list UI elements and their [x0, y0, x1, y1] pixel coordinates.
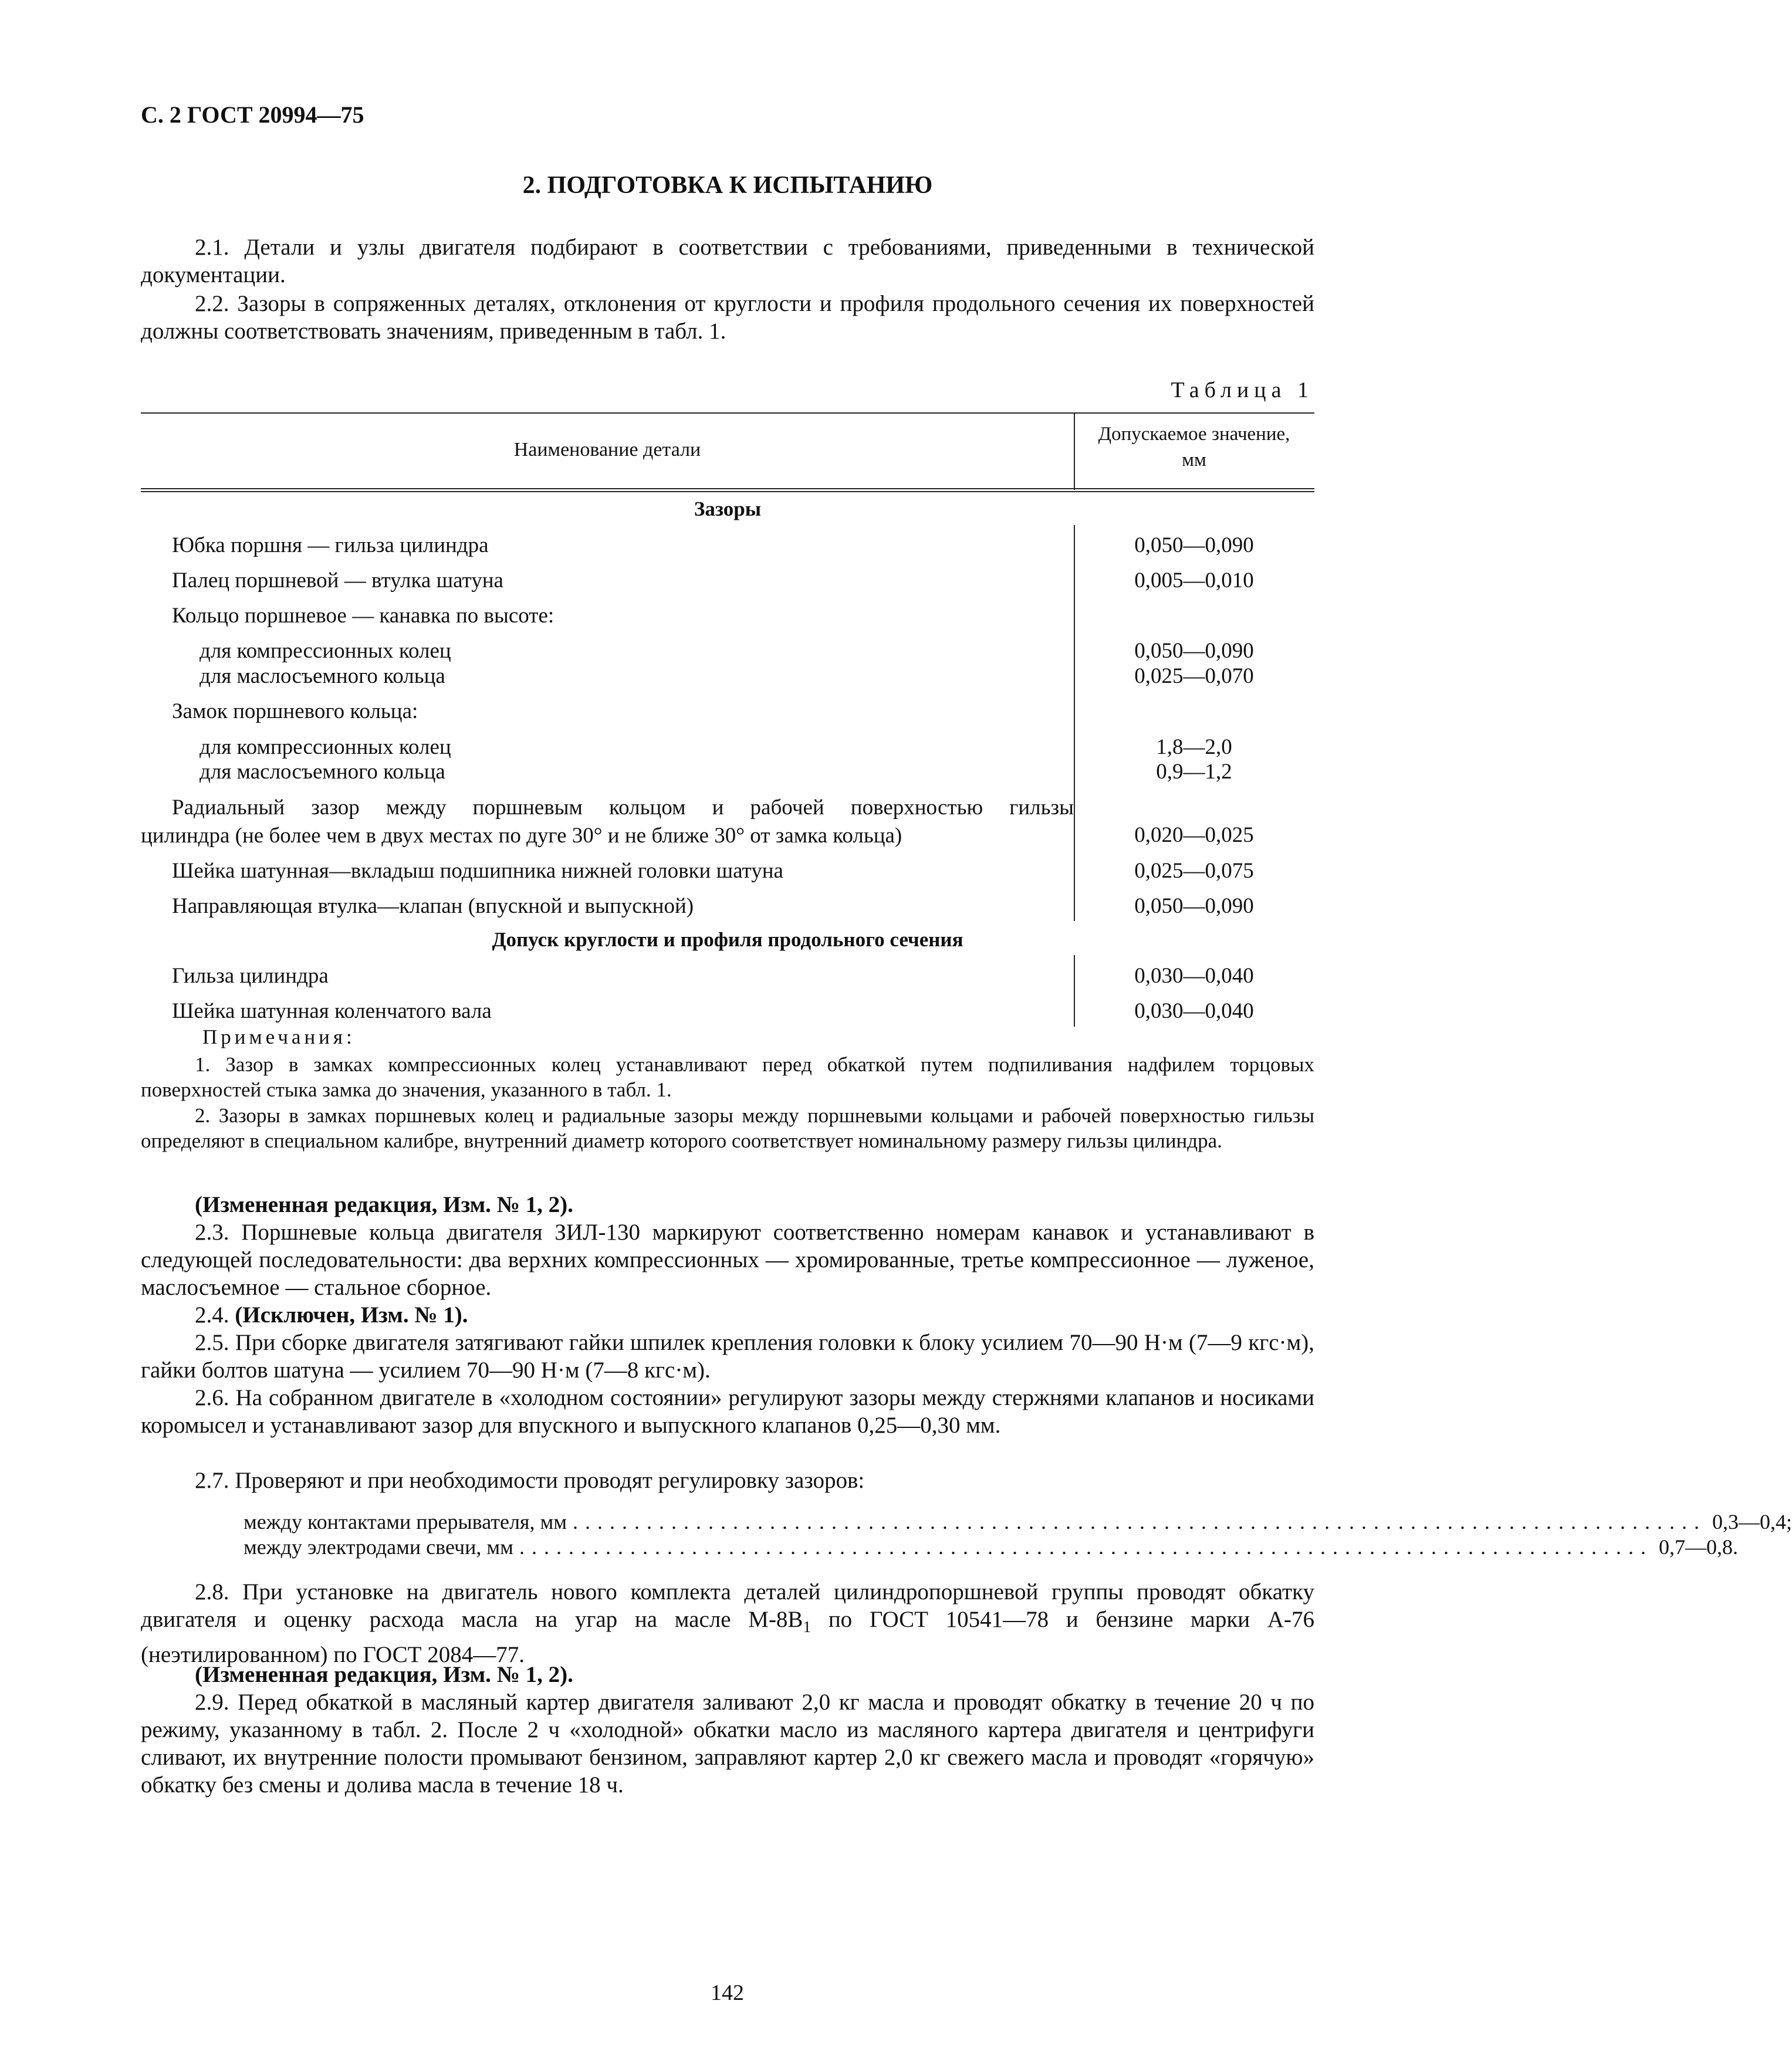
table-row-value: 0,005—0,010 [1134, 568, 1254, 593]
gap-label: между контактами прерывателя, мм [244, 1510, 567, 1534]
page-number: 142 [711, 1981, 744, 2005]
table-row-value: 0,050—0,090 [1134, 639, 1254, 663]
paragraph-2-8-text-a: 2.8. При установке на двигатель нового комплекта деталей цилиндропоршневой группы проводят обкатку двигателя и оценку расхода масла на угар на масле М-8В [141, 1579, 1314, 1632]
running-head: С. 2 ГОСТ 20994—75 [141, 101, 364, 128]
table-row-name: Шейка шатунная—вкладыш подшипника нижней головки шатуна [172, 859, 783, 883]
table-row-name-line2: цилиндра (не более чем в двух местах по дуге 30° и не ближе 30° от замка кольца) [141, 824, 902, 848]
table-row-name-line1: Радиальный зазор между поршневым кольцом и рабочей поверхностью гильзы [172, 796, 1074, 820]
gap-line-spark-plug [244, 1535, 1738, 1559]
column-header-value-line1: Допускаемое значение, [1098, 424, 1290, 445]
paragraph-2-7: 2.7. Проверяют и при необходимости проводят регулировку зазоров: [195, 1468, 865, 1493]
table-row-value: 0,050—0,090 [1134, 533, 1254, 557]
table-row-name: Гильза цилиндра [172, 964, 329, 988]
paragraph-2-8-text-b: по ГОСТ 10541—78 и бензине марки А-76 (неэтилированном) по ГОСТ 2084—77. [141, 1607, 1314, 1667]
table-row-name: Кольцо поршневое — канавка по высоте: [172, 604, 554, 628]
table-caption: Таблица 1 [1171, 378, 1314, 402]
paragraph-2-5: 2.5. При сборке двигателя затягивают гайки шпилек крепления головки к блоку усилием 70—90 Н·м (7—9 кгс·м), гайки болтов шатуна — усилием 70—90 Н·м (7—8 кгс·м). [141, 1330, 1314, 1383]
table-row-name: для маслосъемного кольца [200, 760, 445, 784]
table-row-name: Замок поршневого кольца: [172, 699, 418, 723]
table-group-gaps: Зазоры [694, 497, 762, 520]
paragraph-2-4-number: 2.4. [195, 1302, 235, 1328]
paragraph-2-8 [141, 1578, 1314, 1668]
table-row-name: для компрессионных колец [200, 639, 451, 663]
paragraph-2-6: 2.6. На собранном двигателе в «холодном состоянии» регулируют зазоры между стержнями клапанов и носиками коромысел и устанавливают зазор для впускного и выпускного клапанов 0,25—0,30 мм. [141, 1385, 1314, 1438]
note-1: 1. Зазор в замках компрессионных колец устанавливают перед обкаткой путем подпиливания надфилем торцовых поверхностей стыка замка до значения, указанного в табл. 1. [141, 1053, 1314, 1101]
header-rule-double [141, 491, 1314, 492]
paragraph-2-1: 2.1. Детали и узлы двигателя подбирают в соответствии с требованиями, приведенными в технической документации. [141, 235, 1314, 287]
paragraph-2-4 [141, 1301, 1314, 1329]
paragraph-2-9: 2.9. Перед обкаткой в масляный картер двигателя заливают 2,0 кг масла и проводят обкатку в течение 20 ч по режиму, указанному в табл. 2. После 2 ч «холодной» обкатки масло из масляного картера двигателя и центрифуги сливают, их внутренние полости промывают бензином, заправляют картер 2,0 кг свежего масла и проводят «горячую» обкатку без смены и долива масла в течение 18 ч. [141, 1690, 1314, 1798]
table-row-name: Шейка шатунная коленчатого вала [172, 999, 492, 1023]
gap-line-breaker [244, 1509, 1792, 1534]
column-header-name: Наименование детали [513, 439, 701, 461]
header-divider [1074, 414, 1075, 490]
table-row-name: для компрессионных колец [200, 735, 451, 759]
table-top-rule [141, 412, 1314, 414]
table-row-value: 0,020—0,025 [1134, 823, 1254, 847]
paragraph-2-2: 2.2. Зазоры в сопряженных деталях, отклонения от круглости и профиля продольного сечения их поверхностей должны соответствовать значениям, приведенным в табл. 1. [141, 291, 1314, 344]
header-rule [141, 488, 1314, 489]
column-header-value-line2: мм [1182, 449, 1206, 471]
column-header-value [1074, 421, 1314, 473]
table-row-value: 0,030—0,040 [1134, 964, 1254, 988]
leader-dots: ............................................................................................ [573, 1510, 1707, 1534]
notes-heading: Примечания: [202, 1025, 356, 1048]
table-row-value: 0,025—0,070 [1134, 664, 1254, 688]
gap-value: 0,7—0,8. [1658, 1535, 1738, 1559]
leader-dots: ............................................................................................ [519, 1535, 1653, 1559]
table-row-name: Палец поршневой — втулка шатуна [172, 568, 503, 593]
gap-label: между электродами свечи, мм [244, 1535, 513, 1559]
table-row-value: 1,8—2,0 [1156, 735, 1232, 759]
table-row-name: Направляющая втулка—клапан (впускной и выпускной) [172, 894, 694, 918]
section-title: 2. ПОДГОТОВКА К ИСПЫТАНИЮ [522, 172, 933, 199]
amendment-note: (Измененная редакция, Изм. № 1, 2). [195, 1662, 573, 1687]
table-group-tolerance: Допуск круглости и профиля продольного сечения [492, 928, 963, 951]
table-row-name: Юбка поршня — гильза цилиндра [172, 533, 489, 557]
paragraph-2-8-subscript: 1 [803, 1617, 812, 1636]
gap-value: 0,3—0,4; [1712, 1510, 1792, 1534]
table-row-name [141, 794, 1074, 850]
table-row-value: 0,030—0,040 [1134, 999, 1254, 1023]
amendment-note: (Измененная редакция, Изм. № 1, 2). [195, 1192, 573, 1217]
note-2: 2. Зазоры в замках поршневых колец и радиальные зазоры между поршневыми кольцами и рабочей поверхностью гильзы определяют в специальном калибре, внутренний диаметр которого соответствует номинальному размеру гильзы цилиндра. [141, 1104, 1314, 1152]
paragraph-2-3: 2.3. Поршневые кольца двигателя ЗИЛ-130 маркируют соответственно номерам канавок и устанавливают в следующей последовательности: два верхних компрессионных — хромированные, третье компрессионное — луженое, маслосъемное — стальное сборное. [141, 1220, 1314, 1300]
table-row-value: 0,025—0,075 [1134, 859, 1254, 883]
table-row-value: 0,9—1,2 [1156, 760, 1232, 784]
table-row-value: 0,050—0,090 [1134, 894, 1254, 918]
paragraph-2-4-excluded: (Исключен, Изм. № 1). [235, 1302, 468, 1328]
table-row-name: для маслосъемного кольца [200, 664, 445, 688]
